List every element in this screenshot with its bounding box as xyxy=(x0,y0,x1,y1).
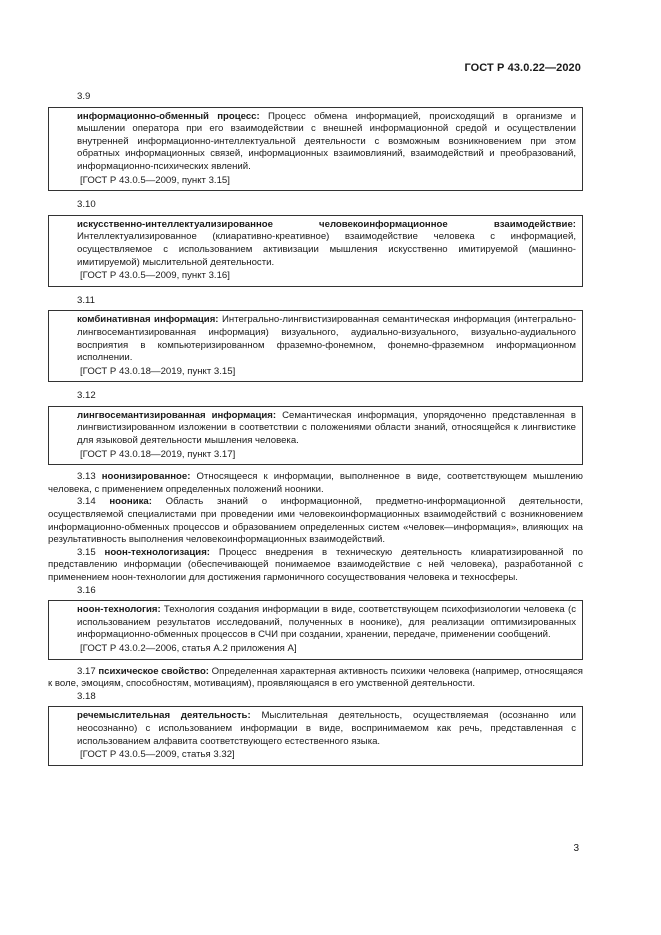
term-definition xyxy=(77,410,576,448)
term-box-3-16 xyxy=(48,600,583,659)
entry-number: 3.16 xyxy=(77,584,96,596)
term-definition xyxy=(77,111,576,174)
standard-code-header: ГОСТ Р 43.0.22—2020 xyxy=(464,62,581,74)
page-number: 3 xyxy=(573,843,579,854)
entry-number: 3.12 xyxy=(77,390,96,402)
term-name: лингвосемантизированная информация: xyxy=(77,409,277,421)
terms-section xyxy=(48,91,583,768)
term-text: Область знаний о информационной, предметно-информационной деятельности, осуществляемой специалистами при проведении ими человекоинформационных взаимодействий с возникновением информационно-обменных процессов и образованием определенных систем «человек—информация», влияющих на результативность выполнения человекоинформационных взаимодействий. xyxy=(48,496,583,546)
entry-number: 3.17 xyxy=(77,665,96,677)
term-box-3-12 xyxy=(48,406,583,465)
entry-number: 3.15 xyxy=(77,546,96,558)
term-text: Интеллектуализированное (клиаративно-креативное) взаимодействие человека с информацией, осуществляемое с использованием активизации мышления искусственно имитируемой (машинно-имитируемой) мыслительной деятельности. xyxy=(77,231,576,268)
term-name: нооника: xyxy=(109,496,152,508)
term-text: Интегрально-лингвистизированная семантическая информация (интегрально-лингвосемантизированная информация) визуального, аудиально-визуального, визуально-аудиального восприятия в компьютеризированном фраземно-фонемном, фонемно-фраземном информационном исполнении. xyxy=(77,314,577,364)
entry-number: 3.9 xyxy=(77,91,91,102)
term-text: Относящееся к информации, выполненное в виде, соответствующем мышлению человека, с применением определенных положений нооники. xyxy=(48,471,583,495)
entry-number: 3.14 xyxy=(77,496,96,508)
term-text: Технология создания информации в виде, соответствующем психофизиологии человека (с использованием результатов исследований, полученных в ноонике), для реализации оптимизированных информационно-обменных процессов в СЧИ при создании, хранении, передаче, применении сообщений. xyxy=(77,604,576,641)
term-name: искусственно-интеллектуализированное человекоинформационное взаимодействие: xyxy=(77,218,576,230)
term-text: Процесс обмена информацией, происходящий в организме и мышлении оператора при его взаимодействии с внешней информационной средой и осуществлении внутренней информационно-интеллектуальной деятельности с возможным возникновением при этом обратных информационных связей, информационных взаимовлияний, взаимодействий и преобразований, информационно-психических явлений. xyxy=(77,110,576,172)
term-name: речемыслительная деятельность: xyxy=(77,710,251,722)
term-definition xyxy=(77,219,576,269)
term-paragraph-3-17 xyxy=(48,666,583,691)
term-reference: [ГОСТ Р 43.0.18—2019, пункт 3.15] xyxy=(80,365,236,377)
term-text: Семантическая информация, упорядоченно представленная в лингвистизированном изложении в соответствии с положениями области знаний, относящейся к лингвистике для языковой деятельности мышления человека. xyxy=(77,409,576,447)
term-name: ноон-технология: xyxy=(77,604,161,616)
term-text: Мыслительная деятельность, осуществляемая (осознанно или неосознанно) с использованием информации в виде, воспринимаемом как речь, представленная с использованием алфавита соответствующего естественного языка. xyxy=(77,710,577,747)
entry-number: 3.18 xyxy=(77,690,96,702)
entry-number: 3.13 xyxy=(77,471,96,483)
term-paragraph-3-13 xyxy=(48,471,583,496)
term-text: Определенная характерная активность психики человека (например, относящаяся к воле, эмоциям, способностям, мотивациям), проявляющаяся в его умственной деятельности. xyxy=(48,665,584,690)
term-reference: [ГОСТ Р 43.0.5—2009, пункт 3.16] xyxy=(80,270,230,282)
term-box-3-9 xyxy=(48,107,583,192)
term-definition xyxy=(77,710,576,748)
term-name: комбинативная информация: xyxy=(77,314,219,326)
entry-number: 3.10 xyxy=(77,199,96,211)
entry-number: 3.11 xyxy=(77,294,95,306)
term-reference: [ГОСТ Р 43.0.2—2006, статья А.2 приложения А] xyxy=(80,642,297,654)
term-reference: [ГОСТ Р 43.0.5—2009, пункт 3.15] xyxy=(80,174,230,186)
term-definition xyxy=(77,604,576,642)
term-name: психическое свойство: xyxy=(98,665,210,677)
term-box-3-11 xyxy=(48,310,583,382)
term-paragraph-3-15 xyxy=(48,547,583,585)
term-paragraph-3-14 xyxy=(48,496,583,546)
term-definition xyxy=(77,314,576,364)
term-name: информационно-обменный процесс: xyxy=(77,110,260,122)
term-reference: [ГОСТ Р 43.0.18—2019, пункт 3.17] xyxy=(80,448,236,460)
term-name: ноон-технологизация: xyxy=(104,546,210,558)
term-text: Процесс внедрения в техническую деятельность клиаратизированной по представлению информации (обеспечивающей понимаемое взаимодействие с ней человека), разработанной с применением ноон-технологии для достижения гармоничного сосуществования человека и техносферы. xyxy=(48,546,583,583)
term-box-3-18 xyxy=(48,706,583,765)
term-name: ноонизированное: xyxy=(101,471,191,483)
term-box-3-10 xyxy=(48,215,583,287)
term-reference: [ГОСТ Р 43.0.5—2009, статья 3.32] xyxy=(80,749,235,761)
